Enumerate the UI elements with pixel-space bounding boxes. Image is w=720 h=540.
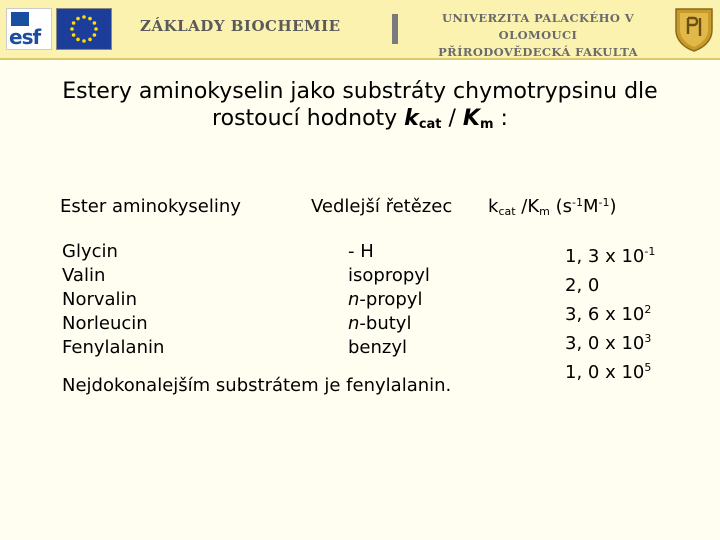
col3-sup2: -1 xyxy=(598,196,610,209)
col3-sup1: -1 xyxy=(571,196,583,209)
ester-column xyxy=(62,240,164,360)
header-divider xyxy=(392,14,398,44)
value-exponent: -1 xyxy=(644,245,656,258)
university-name xyxy=(408,10,668,61)
chain-cell xyxy=(348,336,430,360)
chain-cell xyxy=(348,264,430,288)
chain-name: -propyl xyxy=(359,289,423,310)
value-base: 3, 6 x 10 xyxy=(565,304,645,325)
col3-M: M xyxy=(582,196,599,217)
conclusion-text: Nejdokonalejším substrátem je fenylalanin. xyxy=(62,375,452,396)
university-line-1: UNIVERZITA PALACKÉHO V OLOMOUCI xyxy=(441,11,635,42)
col3-k-sub: cat xyxy=(498,205,516,218)
col3-k: k xyxy=(488,196,499,217)
value-base: 1, 0 x 10 xyxy=(565,362,645,383)
value-cell xyxy=(565,240,655,269)
value-column xyxy=(565,240,655,385)
eu-flag-icon xyxy=(56,8,112,50)
value-exponent: 5 xyxy=(644,361,652,374)
ester-cell: Valin xyxy=(62,265,106,286)
value-cell xyxy=(565,269,655,298)
chain-cell xyxy=(348,312,430,336)
col3-close: ) xyxy=(609,196,617,217)
ester-cell: Glycin xyxy=(62,241,118,262)
col3-m-sub: m xyxy=(539,205,550,218)
chain-cell xyxy=(348,288,430,312)
heading-line-2 xyxy=(20,105,700,138)
heading-line-1: Estery aminokyselin jako substráty chymotrypsinu dle xyxy=(62,79,658,104)
value-cell xyxy=(565,298,655,327)
column-header-kcat-km xyxy=(488,196,616,218)
heading-suffix: : xyxy=(493,106,508,131)
chain-cell xyxy=(348,240,430,264)
value-base: 2, 0 xyxy=(565,275,600,296)
column-header-chain: Vedlejší řetězec xyxy=(311,196,453,217)
ester-cell: Norleucin xyxy=(62,313,148,334)
col3-mid: /K xyxy=(515,196,540,217)
heading-line-2-prefix: rostoucí hodnoty xyxy=(212,106,405,131)
esf-logo xyxy=(6,8,52,50)
course-title: ZÁKLADY BIOCHEMIE xyxy=(140,17,341,35)
heading-slash: / xyxy=(441,106,463,131)
header-banner xyxy=(0,0,720,60)
chain-column xyxy=(348,240,430,360)
heading-K: K xyxy=(462,106,480,131)
chain-name: isopropyl xyxy=(348,265,430,286)
heading-K-sub: m xyxy=(479,117,494,132)
value-cell xyxy=(565,356,655,385)
ester-cell: Norvalin xyxy=(62,289,137,310)
esf-flag-icon xyxy=(11,12,29,26)
university-crest-icon xyxy=(672,6,716,52)
slide-heading xyxy=(20,78,700,138)
value-base: 1, 3 x 10 xyxy=(565,246,645,267)
value-base: 3, 0 x 10 xyxy=(565,333,645,354)
chain-prefix: n xyxy=(348,289,360,310)
ester-cell: Fenylalanin xyxy=(62,337,165,358)
value-exponent: 2 xyxy=(644,303,652,316)
university-line-2: PŘÍRODOVĚDECKÁ FAKULTA xyxy=(438,45,638,59)
chain-prefix: n xyxy=(348,313,360,334)
col3-units: (s xyxy=(549,196,572,217)
value-exponent: 3 xyxy=(644,332,652,345)
heading-k: k xyxy=(404,106,419,131)
column-header-ester: Ester aminokyseliny xyxy=(60,196,241,217)
heading-k-sub: cat xyxy=(418,117,442,132)
esf-logo-text: esf xyxy=(9,25,41,49)
chain-name: benzyl xyxy=(348,337,408,358)
value-cell xyxy=(565,327,655,356)
chain-name: - H xyxy=(348,241,374,262)
chain-name: -butyl xyxy=(359,313,412,334)
